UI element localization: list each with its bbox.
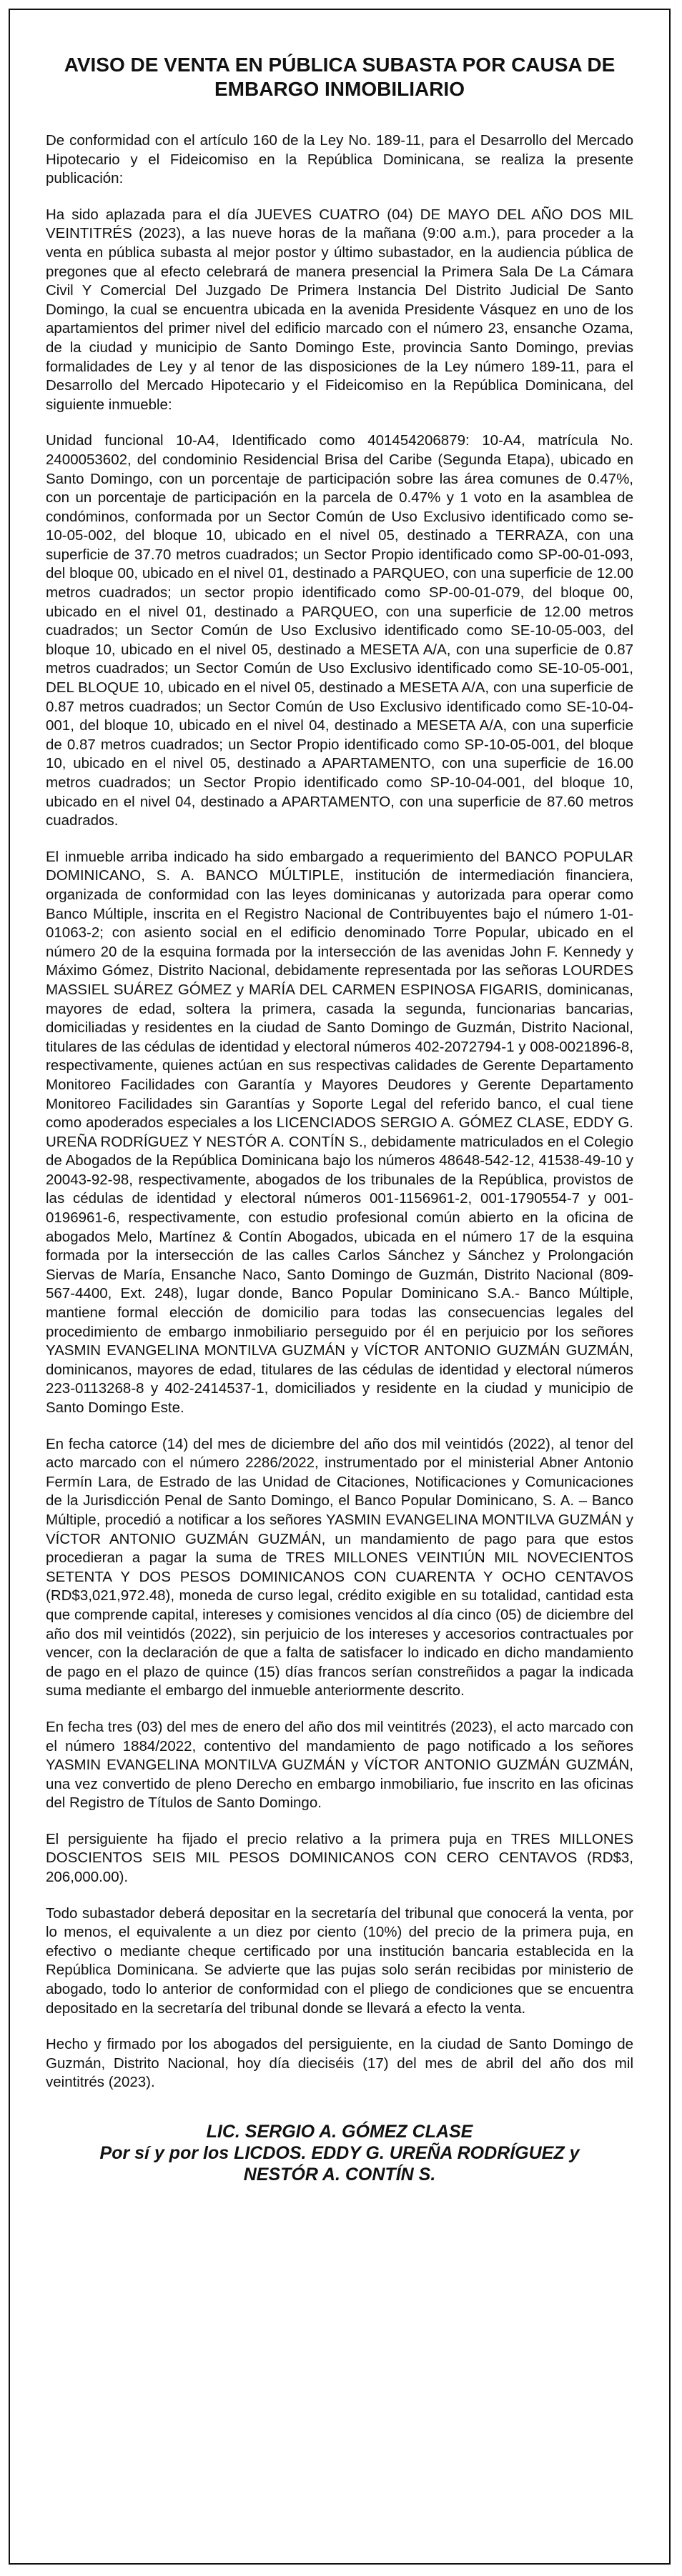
signature-line-3: NESTÓR A. CONTÍN S. [243,2165,436,2185]
paragraph-deposit-terms: Todo subastador deberá depositar en la secretaría del tribunal que conocerá la venta, por lo menos, el equivalente a un diez por ciento (10%) del precio de la primera puja, en efectivo o mediante cheque certificado por una institución bancaria establecida en la República Dominicana. Se advierte que las pujas solo serán recibidas por ministerio de abogado, todo lo anterior de conformidad con el pliego de condiciones que se encuentra depositado en la secretaría del tribunal donde se llevará a efecto la venta. [46,1904,633,2017]
paragraph-registration: En fecha tres (03) del mes de enero del año dos mil veintitrés (2023), el acto marcado con el número 1884/2022, contentivo del mandamiento de pago notificado a los señores YASMIN EVANGELINA MONTILVA GUZMÁN y VÍCTOR ANTONIO GUZMÁN GUZMÁN, una vez convertido de pleno Derecho en embargo inmobiliario, fue inscrito en las oficinas del Registro de Títulos de Santo Domingo. [46,1718,633,1812]
notice-title-line-1: AVISO DE VENTA EN PÚBLICA SUBASTA POR CAUSA DE [64,54,616,76]
paragraph-property-description: Unidad funcional 10-A4, Identificado como 401454206879: 10-A4, matrícula No. 2400053602, del condominio Residencial Brisa del Caribe (Segunda Etapa), ubicado en Santo Domingo, con un porcentaje de participación sobre las área comunes de 0.47%, con un porcentaje de participación en la parcela de 0.47% y 1 voto en la asamblea de condóminos, conformada por un Sector Común de Uso Exclusivo identificado como se-10-05-002, del bloque 10, ubicado en el nivel 05, destinado a TERRAZA, con una superficie de 37.70 metros cuadrados; un Sector Propio identificado como SP-00-01-093, del bloque 00, ubicado en el nivel 01, destinado a PARQUEO, con una superficie de 12.00 metros cuadrados; un sector propio identificado como SP-00-01-079, del bloque 00, ubicado en el nivel 01, destinado a PARQUEO, con una superficie de 12.00 metros cuadrados; un Sector Común de Uso Exclusivo identificado como SE-10-05-003, del bloque 10, ubicado en el nivel 05, destinado a MESETA A/A, con una superficie de 0.87 metros cuadrados; un Sector Común de Uso Exclusivo identificado como SE-10-05-001, DEL BLOQUE 10, ubicado en el nivel 05, destinado a MESETA A/A, con una superficie de 0.87 metros cuadrados; un Sector Común de Uso Exclusivo identificado como SE-10-04-001, del bloque 10, ubicado en el nivel 04, destinado a MESETA A/A, con una superficie de 0.87 metros cuadrados; un Sector Propio identificado como SP-10-05-001, del bloque 10, ubicado en el nivel 05, destinado a APARTAMENTO, con una superficie de 16.00 metros cuadrados; un Sector Propio identificado como SP-10-04-001, del bloque 10, ubicado en el nivel 04, destinado a APARTAMENTO, con una superficie de 87.60 metros cuadrados. [46,432,633,829]
notice-title-line-2: EMBARGO INMOBILIARIO [214,78,465,100]
paragraph-auction-date: Ha sido aplazada para el día JUEVES CUATRO (04) DE MAYO DEL AÑO DOS MIL VEINTITRÉS (2023), a las nueve horas de la mañana (9:00 a.m.), para proceder a la venta en pública subasta al mejor postor y último subastador, en la audiencia pública de pregones que al efecto celebrará de manera presencial la Primera Sala De La Cámara Civil Y Comercial Del Juzgado De Primera Instancia Del Distrito Judicial De Santo Domingo, la cual se encuentra ubicada en la avenida Presidente Vásquez en uno de los apartamientos del primer nivel del edificio marcado con el número 23, ensanche Ozama, de la ciudad y municipio de Santo Domingo Este, provincia Santo Domingo, previas formalidades de Ley y al tenor de las disposiciones de la Ley número 189-11, para el Desarrollo del Mercado Hipotecario y el Fideicomiso en la República Dominicana, del siguiente inmueble: [46,206,633,413]
notice-title [46,53,633,101]
signature-line-2: Por sí y por los LICDOS. EDDY G. UREÑA RODRÍGUEZ y [99,2143,580,2163]
paragraph-payment-order: En fecha catorce (14) del mes de diciembre del año dos mil veintidós (2022), al tenor del acto marcado con el número 2286/2022, instrumentado por el ministerial Abner Antonio Fermín Lara, de Estrado de las Unidad de Citaciones, Notificaciones y Comunicaciones de la Jurisdicción Penal de Santo Domingo, el Banco Popular Dominicano, S. A. – Banco Múltiple, procedió a notificar a los señores YASMIN EVANGELINA MONTILVA GUZMÁN y VÍCTOR ANTONIO GUZMÁN GUZMÁN, un mandamiento de pago para que estos procedieran a pagar la suma de TRES MILLONES VEINTIÚN MIL NOVECIENTOS SETENTA Y DOS PESOS DOMINICANOS CON CUARENTA Y OCHO CENTAVOS (RD$3,021,972.48), moneda de curso legal, crédito exigible en su totalidad, cantidad esta que comprende capital, intereses y comisiones vencidos al día cinco (05) de diciembre del año dos mil veintidós (2022), sin perjuicio de los intereses y accesorios contractuales por vencer, con la declaración de que a falta de satisfacer lo indicado en dicho mandamiento de pago en el plazo de quince (15) días francos serían constreñidos a pagar la indicada suma mediante el embargo del inmueble anteriormente descrito. [46,1435,633,1699]
paragraph-seizing-party: El inmueble arriba indicado ha sido embargado a requerimiento del BANCO POPULAR DOMINICANO, S. A. BANCO MÚLTIPLE, institución de intermediación financiera, organizada de conformidad con las leyes dominicanas y autorizada para operar como Banco Múltiple, inscrita en el Registro Nacional de Contribuyentes bajo el número 1-01-01063-2; con asiento social en el edificio denominado Torre Popular, ubicado en el número 20 de la esquina formada por la intersección de las avenidas John F. Kennedy y Máximo Gómez, Distrito Nacional, debidamente representada por las señoras LOURDES MASSIEL SUÁREZ GÓMEZ y MARÍA DEL CARMEN ESPINOSA FIGARIS, dominicanas, mayores de edad, soltera la primera, casada la segunda, funcionarias bancarias, domiciliadas y residentes en la ciudad de Santo Domingo de Guzmán, Distrito Nacional, titulares de las cédulas de identidad y electoral números 402-2072794-1 y 008-0021896-8, respectivamente, quienes actúan en sus respectivas calidades de Gerente Departamento Monitoreo Facilidades con Garantía y Mayores Deudores y Gerente Departamento Monitoreo Facilidades sin Garantías y Soporte Legal del referido banco, el cual tiene como apoderados especiales a los LICENCIADOS SERGIO A. GÓMEZ CLASE, EDDY G. UREÑA RODRÍGUEZ Y NESTÓR A. CONTÍN S., debidamente matriculados en el Colegio de Abogados de la República Dominicana bajo los números 48648-542-12, 41538-49-10 y 20043-92-98, respectivamente, abogados de los tribunales de la República, provistos de las cédulas de identidad y electoral números 001-1156961-2, 001-1790554-7 y 001-0196961-6, respectivamente, con estudio profesional común abierto en la oficina de abogados Melo, Martínez & Contín Abogados, ubicada en el número 17 de la esquina formada por la intersección de las calles Carlos Sánchez y Sánchez y Prolongación Siervas de María, Ensanche Naco, Santo Domingo de Guzmán, Distrito Nacional (809-567-4400, Ext. 248), lugar donde, Banco Popular Dominicano S.A.- Banco Múltiple, mantiene formal elección de domicilio para todas las consecuencias legales del procedimiento de embargo inmobiliario perseguido por él en perjuicio por los señores YASMIN EVANGELINA MONTILVA GUZMÁN y VÍCTOR ANTONIO GUZMÁN GUZMÁN, dominicanos, mayores de edad, titulares de las cédulas de identidad y electoral números 223-0113268-8 y 402-2414537-1, domiciliados y residente en la ciudad y municipio de Santo Domingo Este. [46,848,633,1416]
notice-frame [9,9,671,2565]
paragraph-intro: De conformidad con el artículo 160 de la Ley No. 189-11, para el Desarrollo del Mercado Hipotecario y el Fideicomiso en la República Dominicana, se realiza la presente publicación: [46,132,633,187]
signature-block [46,2121,633,2185]
paragraph-first-bid-price: El persiguiente ha fijado el precio relativo a la primera puja en TRES MILLONES DOSCIENTOS SEIS MIL PESOS DOMINICANOS CON CERO CENTAVOS (RD$3, 206,000.00). [46,1830,633,1886]
paragraph-signed-date: Hecho y firmado por los abogados del persiguiente, en la ciudad de Santo Domingo de Guzmán, Distrito Nacional, hoy día dieciséis (17) del mes de abril del año dos mil veintitrés (2023). [46,2036,633,2091]
signature-line-1: LIC. SERGIO A. GÓMEZ CLASE [206,2122,473,2142]
